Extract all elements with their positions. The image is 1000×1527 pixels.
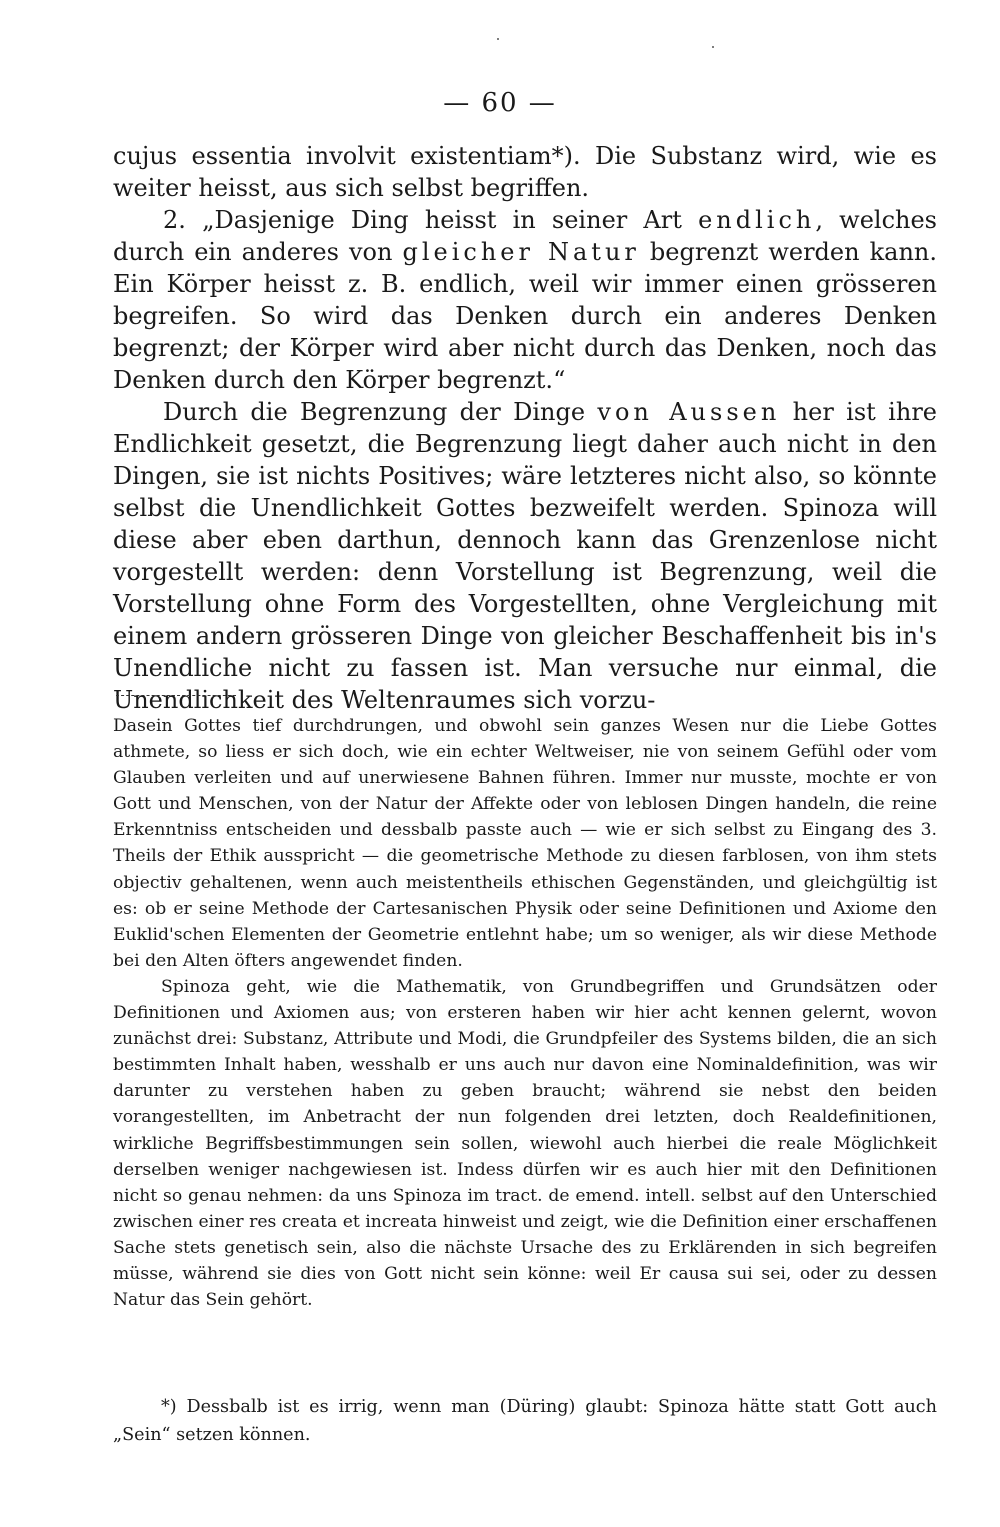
text-span: Durch die Begrenzung der Dinge (163, 398, 598, 426)
emphasis-spaced: endlich (698, 206, 816, 234)
text-span: her ist ihre Endlichkeit gesetzt, die Begrenzung liegt daher auch nicht in den Dingen, sie ist nichts Positives; wäre letzteres nicht also, so könnte selbst die Unendlichkeit Gottes bezweifelt werden. Spinoza will diese aber eben darthun, dennoch kann das Grenzenlose nicht vorgestellt werden: denn Vorstellung ist Begrenzung, weil die Vorstellung ohne Form des Vorgestellten, ohne Vergleichung mit einem andern grösseren Dinge von gleicher Beschaffenheit bis in's Unendliche nicht zu fassen ist. Man versuche nur einmal, die Unendlichkeit des Weltenraumes sich vorzu- (113, 398, 937, 714)
footnote-star-text: *) Dessbalb ist es irrig, wenn man (Düring) glaubt: Spinoza hätte statt Gott auch „Sein“ setzen können. (113, 1397, 937, 1445)
text-span: begrenzt werden kann. Ein Körper heisst z. B. endlich, weil wir immer einen grösseren begreifen. So wird das Denken durch ein anderes Denken begrenzt; der Körper wird aber nicht durch das Denken, noch das Denken durch den Körper begrenzt.“ (113, 238, 937, 394)
emphasis-spaced: gleicher Natur (402, 238, 640, 266)
footnote-continued (113, 713, 937, 1313)
paragraph-commentary (113, 396, 937, 716)
definition-2 (113, 204, 937, 396)
paragraph-continued: cujus essentia involvit existentiam*). Die Substanz wird, wie es weiter heisst, aus sich selbst begriffen. (113, 142, 937, 202)
print-speck (497, 38, 499, 40)
print-speck (712, 46, 714, 48)
text-span: 2. „Dasjenige Ding heisst in seiner Art (163, 206, 699, 234)
footnote-separator (116, 695, 236, 696)
footnote-star (113, 1393, 937, 1449)
page-number: — 60 — (443, 88, 557, 118)
text-span: , welches durch ein anderes von (113, 206, 937, 266)
footnote-paragraph: Dasein Gottes tief durchdrungen, und obwohl sein ganzes Wesen nur die Liebe Gottes athmete, so liess er sich doch, wie ein echter Weltweiser, nie von seinem Gefühl oder vom Glauben verleiten und auf unerwiesene Bahnen führen. Immer nur musste, mochte er von Gott und Menschen, von der Natur der Affekte oder von leblosen Dingen handeln, die reine Erkenntniss entscheiden und dessbalb passte auch — wie er sich selbst zu Eingang des 3. Theils der Ethik ausspricht — die geometrische Methode zu diesen farblosen, von ihm stets objectiv gehaltenen, wenn auch meistentheils ethischen Gegenständen, und gleichgültig ist es: ob er seine Methode der Cartesanischen Physik oder seine Definitionen und Axiome den Euklid'schen Elementen der Geometrie entlehnt habe; um so weniger, als wir diese Methode bei den Alten öfters angewendet finden. (113, 716, 937, 971)
emphasis-spaced: von Aussen (597, 398, 781, 426)
main-text (113, 140, 937, 716)
footnote-paragraph: Spinoza geht, wie die Mathematik, von Grundbegriffen und Grundsätzen oder Definitionen und Axiomen aus; von ersteren haben wir hier acht kennen gelernt, wovon zunächst drei: Substanz, Attribute und Modi, die Grundpfeiler des Systems bilden, die an sich bestimmten Inhalt haben, wesshalb er uns auch nur davon eine Nominaldefinition, was wir darunter zu verstehen haben zu geben braucht; während sie nebst den beiden vorangestellten, im Anbetracht der nun folgenden drei letzten, doch Realdefinitionen, wirkliche Begriffsbestimmungen sein sollen, wiewohl auch hierbei die reale Möglichkeit derselben weniger nachgewiesen ist. Indess dürfen wir es auch hier mit den Definitionen nicht so genau nehmen: da uns Spinoza im tract. de emend. intell. selbst auf den Unterschied zwischen einer res creata et increata hinweist und zeigt, wie die Definition einer erschaffenen Sache stets genetisch sein, also die nächste Ursache des zu Erklärenden in sich begreifen müsse, während sie dies von Gott nicht sein könne: weil Er causa sui sei, oder zu dessen Natur das Sein gehört. (113, 976, 937, 1311)
